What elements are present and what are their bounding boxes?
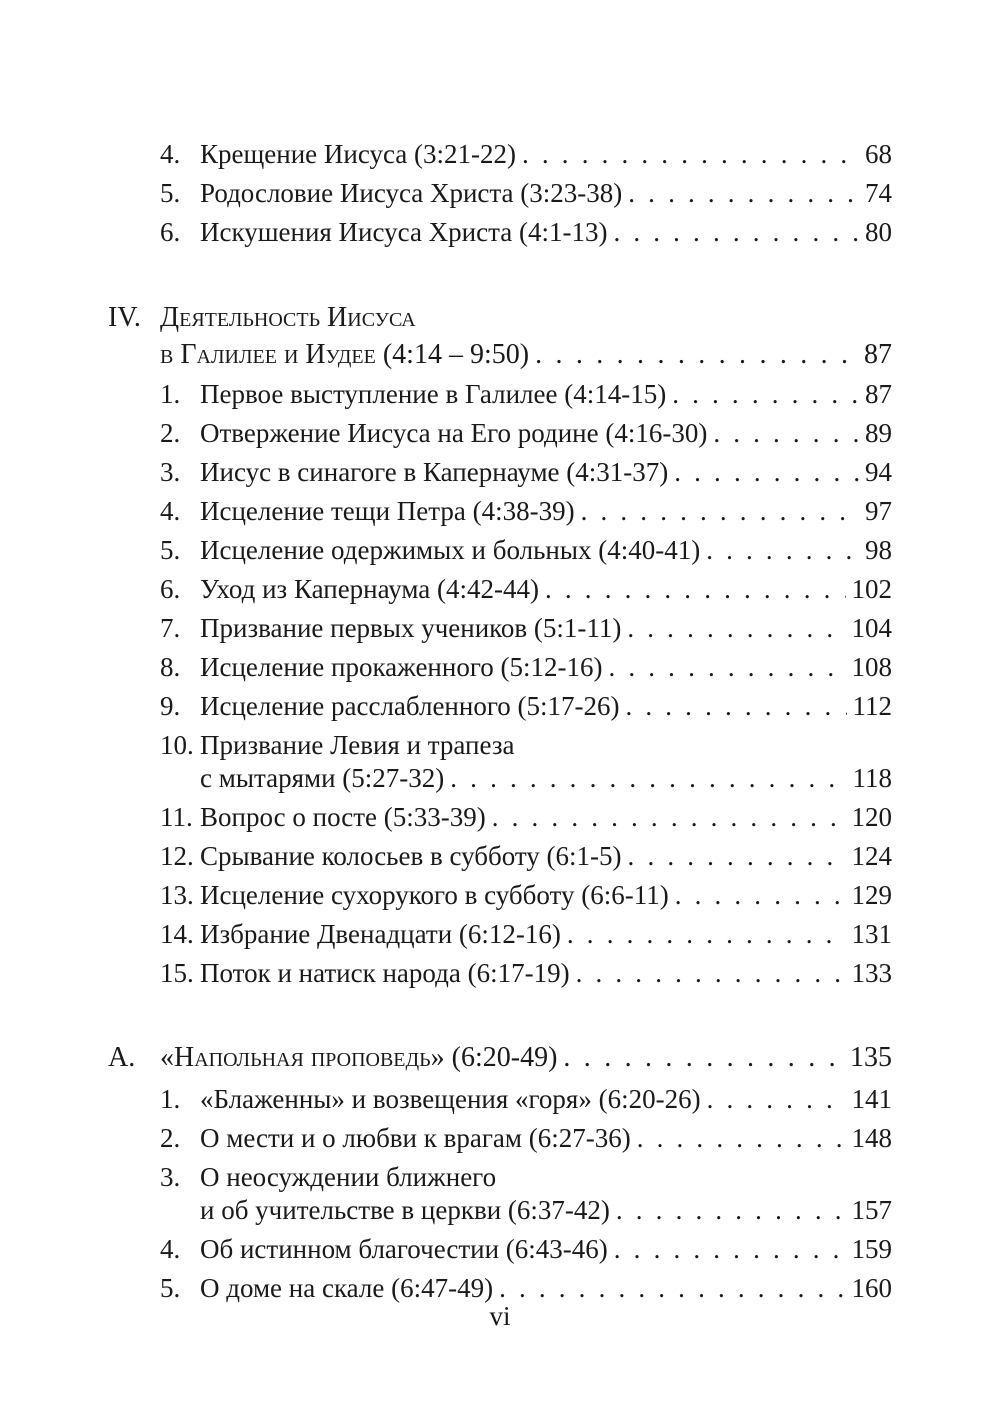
dot-leader <box>713 415 859 451</box>
toc-entry <box>160 955 892 991</box>
entry-title: Об истинном благочестии (6:43-46) <box>200 1234 608 1264</box>
dot-leader <box>616 1192 846 1228</box>
dot-leader <box>581 493 859 529</box>
toc-entry <box>160 136 892 172</box>
toc-entry-line1 <box>160 1159 892 1195</box>
toc-entry <box>160 1120 892 1156</box>
entry-number: 8. <box>160 652 181 682</box>
entry-title: Первое выступление в Галилее (4:14-15) <box>200 379 667 409</box>
entry-title: Вопрос о посте (5:33-39) <box>200 802 486 832</box>
entry-title: О доме на скале (6:47-49) <box>200 1273 494 1303</box>
entry-page: 118 <box>852 763 892 793</box>
entry-title: Крещение Иисуса (3:21-22) <box>200 139 516 169</box>
entry-page: 131 <box>851 919 892 949</box>
entry-title: Исцеление одержимых и больных (4:40-41) <box>200 535 701 565</box>
entry-page: 74 <box>865 178 892 208</box>
entry-page: 148 <box>851 1123 892 1153</box>
entry-page: 124 <box>851 841 892 871</box>
dot-leader <box>672 376 859 412</box>
toc-entry <box>160 610 892 646</box>
part-page: 135 <box>850 1042 892 1073</box>
toc-entry <box>160 532 892 568</box>
toc-entry <box>160 838 892 874</box>
dot-leader <box>675 877 846 913</box>
entry-page: 120 <box>851 802 892 832</box>
entry-number: 15. <box>160 958 194 988</box>
dot-leader <box>613 214 859 250</box>
entry-title: Иисус в синагоге в Капернауме (4:31-37) <box>200 457 669 487</box>
toc-entry <box>160 376 892 412</box>
entry-page: 104 <box>851 613 892 643</box>
entry-page: 108 <box>851 652 892 682</box>
dot-leader <box>567 916 846 952</box>
toc-entry <box>160 214 892 250</box>
entry-title: Отвержение Иисуса на Его родине (4:16-30) <box>200 418 708 448</box>
entry-title: Исцеление тещи Петра (4:38-39) <box>200 496 575 526</box>
entry-title-line1: Призвание Левия и трапеза <box>200 730 515 760</box>
entry-title-line2: с мытарями (5:27-32) <box>200 763 445 793</box>
entry-title: Поток и натиск народа (6:17-19) <box>200 958 570 988</box>
entry-number: 2. <box>160 418 181 448</box>
entry-page: 159 <box>851 1234 892 1264</box>
entry-number: 4. <box>160 139 181 169</box>
toc-entry <box>160 454 892 490</box>
entry-title: Исцеление прокаженного (5:12-16) <box>200 652 603 682</box>
part-number: А. <box>108 1042 136 1073</box>
dot-leader <box>625 688 846 724</box>
entry-page: 133 <box>851 958 892 988</box>
toc-entry <box>160 649 892 685</box>
dot-leader <box>627 610 845 646</box>
part-a-heading <box>108 1040 892 1076</box>
entry-title: Искушения Иисуса Христа (4:1-13) <box>200 217 608 247</box>
part-iv-heading-line2 <box>108 337 892 373</box>
entry-number: 1. <box>160 1084 181 1114</box>
entry-page: 98 <box>865 535 892 565</box>
toc-entry <box>160 688 892 724</box>
entry-number: 13. <box>160 880 194 910</box>
dot-leader <box>637 1120 846 1156</box>
toc-entry <box>160 415 892 451</box>
entry-page: 80 <box>865 217 892 247</box>
dot-leader <box>608 649 845 685</box>
part-iv-heading-line1 <box>108 300 892 336</box>
entry-page: 87 <box>865 379 892 409</box>
entry-number: 2. <box>160 1123 181 1153</box>
entry-number: 4. <box>160 1234 181 1264</box>
entry-page: 94 <box>865 457 892 487</box>
entry-title: Срывание колосьев в субботу (6:1-5) <box>200 841 622 871</box>
entry-page: 129 <box>851 880 892 910</box>
dot-leader <box>535 337 858 373</box>
entry-number: 6. <box>160 217 181 247</box>
entry-number: 12. <box>160 841 194 871</box>
entry-page: 68 <box>865 139 892 169</box>
toc-entry <box>160 571 892 607</box>
entry-title: «Блаженны» и возвещения «горя» (6:20-26) <box>200 1084 701 1114</box>
toc-entry <box>160 877 892 913</box>
toc-entry-line1 <box>160 727 892 763</box>
entry-number: 3. <box>160 457 181 487</box>
entry-number: 3. <box>160 1162 181 1192</box>
entry-page: 102 <box>851 574 892 604</box>
toc-entry-line2 <box>160 1192 892 1228</box>
dot-leader <box>706 532 859 568</box>
toc-entry <box>160 175 892 211</box>
entry-page: 157 <box>851 1195 892 1225</box>
entry-title: Исцеление сухорукого в субботу (6:6-11) <box>200 880 669 910</box>
entry-number: 4. <box>160 496 181 526</box>
entry-number: 10. <box>160 730 194 760</box>
dot-leader <box>614 1231 846 1267</box>
entry-number: 5. <box>160 535 181 565</box>
dot-leader <box>492 799 846 835</box>
part-title-line2: в Галилее и Иудее (4:14 – 9:50) <box>160 339 530 370</box>
dot-leader <box>563 1040 844 1076</box>
entry-title: Родословие Иисуса Христа (3:23-38) <box>200 178 623 208</box>
entry-page: 112 <box>852 691 892 721</box>
dot-leader <box>522 136 859 172</box>
entry-title-line2: и об учительстве в церкви (6:37-42) <box>200 1195 610 1225</box>
entry-number: 14. <box>160 919 194 949</box>
entry-number: 7. <box>160 613 181 643</box>
entry-title: Исцеление расслабленного (5:17-26) <box>200 691 620 721</box>
entry-title: О мести и о любви к врагам (6:27-36) <box>200 1123 631 1153</box>
part-title-line1: Деятельность Иисуса <box>160 302 416 333</box>
dot-leader <box>628 838 846 874</box>
entry-number: 11. <box>160 802 193 832</box>
entry-page: 89 <box>865 418 892 448</box>
dot-leader <box>545 571 846 607</box>
toc-entry <box>160 1081 892 1117</box>
dot-leader <box>450 760 846 796</box>
toc-entry <box>160 916 892 952</box>
entry-number: 5. <box>160 1273 181 1303</box>
dot-leader <box>707 1081 846 1117</box>
entry-page: 141 <box>851 1084 892 1114</box>
dot-leader <box>674 454 859 490</box>
toc-entry-line2 <box>160 760 892 796</box>
entry-page: 97 <box>865 496 892 526</box>
dot-leader <box>628 175 859 211</box>
entry-page: 160 <box>851 1273 892 1303</box>
entry-number: 1. <box>160 379 181 409</box>
entry-title: Избрание Двенадцати (6:12-16) <box>200 919 561 949</box>
toc-entry <box>160 493 892 529</box>
toc-entry <box>160 1231 892 1267</box>
page-number: vi <box>489 1301 511 1331</box>
toc-entry <box>160 799 892 835</box>
part-number: IV. <box>108 302 141 333</box>
entry-number: 5. <box>160 178 181 208</box>
part-page: 87 <box>864 339 892 370</box>
entry-title-line1: О неосуждении ближнего <box>200 1162 497 1192</box>
part-title: «Напольная проповедь» (6:20-49) <box>160 1042 558 1073</box>
entry-title: Призвание первых учеников (5:1-11) <box>200 613 622 643</box>
entry-title: Уход из Капернаума (4:42-44) <box>200 574 539 604</box>
entry-number: 9. <box>160 691 181 721</box>
dot-leader <box>576 955 846 991</box>
entry-number: 6. <box>160 574 181 604</box>
